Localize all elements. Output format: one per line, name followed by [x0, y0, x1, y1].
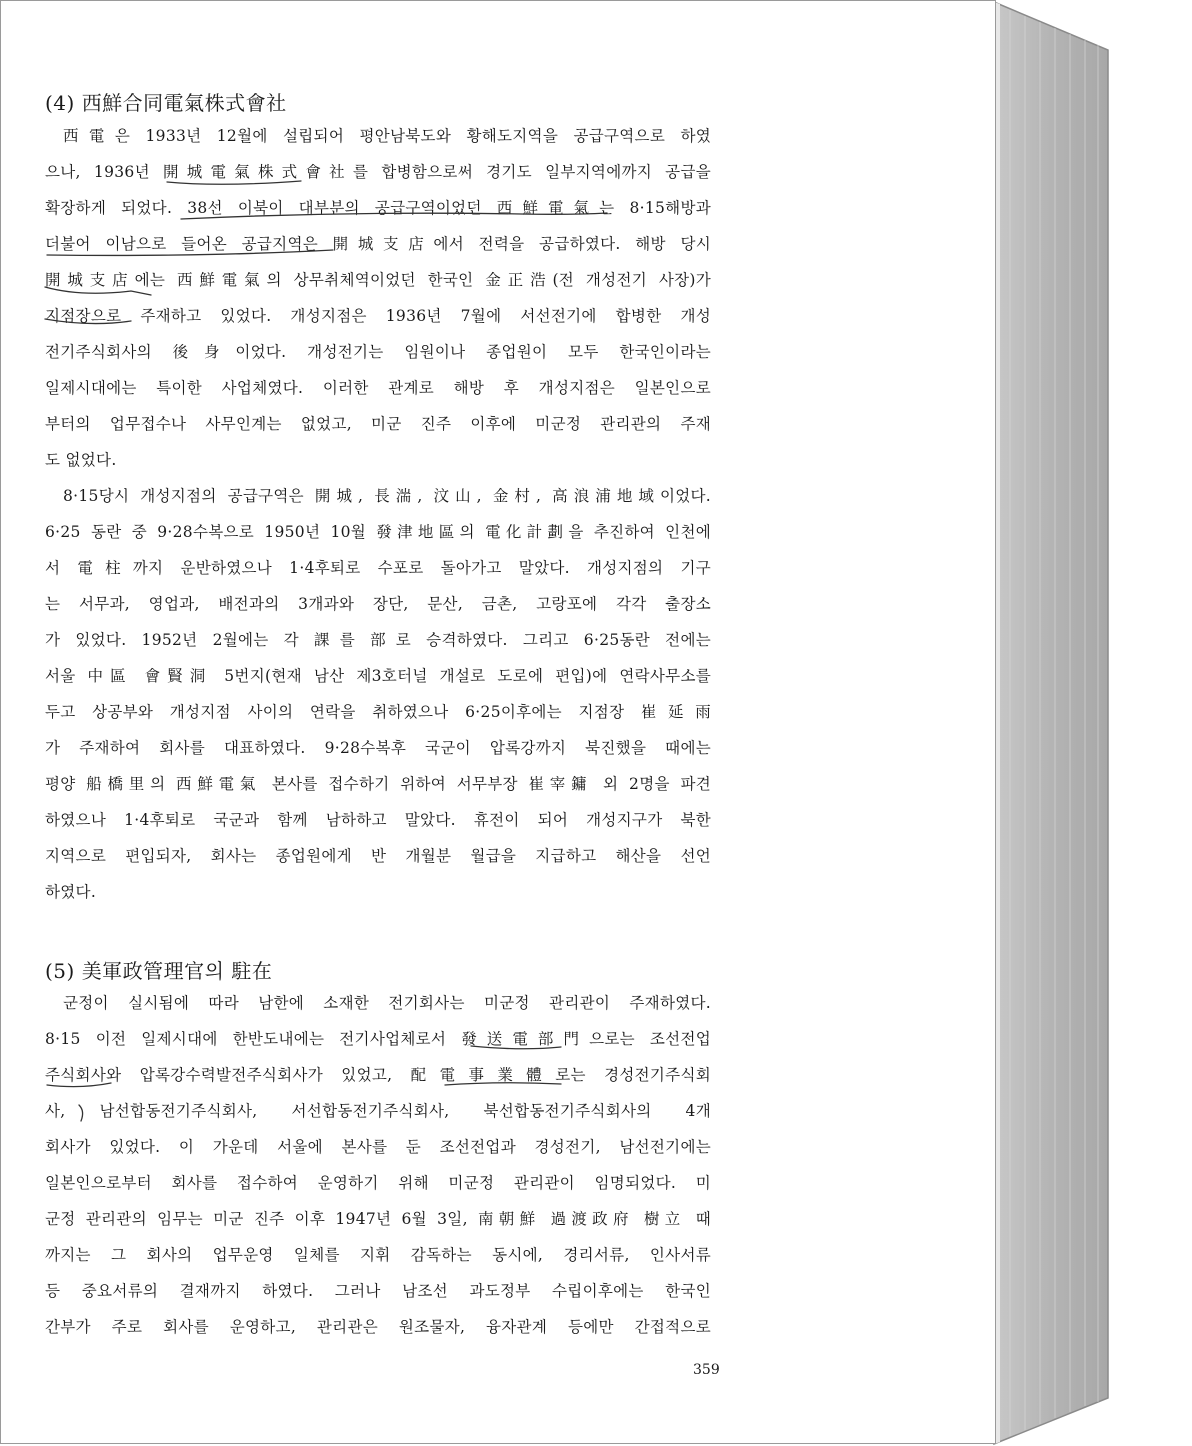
- text-line: 8·15당시 개성지점의 공급구역은 開城, 長湍, 汶山, 金村, 高浪浦地域이었다.: [63, 487, 711, 505]
- text-line: 부터의 업무접수나 사무인계는 없었고, 미군 진주 이후에 미군정 관리관의 주재: [45, 415, 711, 433]
- text-line: 두고 상공부와 개성지점 사이의 연락을 취하였으나 6·25이후에는 지점장 崔延雨: [45, 703, 711, 721]
- text-line: 가 있었다. 1952년 2월에는 각 課를 部로 승격하였다. 그리고 6·25동란 전에는: [45, 631, 711, 649]
- text-line: 으나, 1936년 開城電氣株式會社를 합병함으로써 경기도 일부지역에까지 공급을: [45, 163, 711, 181]
- text-line: 일제시대에는 특이한 사업체였다. 이러한 관계로 해방 후 개성지점은 일본인으로: [45, 379, 711, 397]
- text-line: 서 電柱까지 운반하였으나 1·4후퇴로 수포로 돌아가고 말았다. 개성지점의 기구: [45, 559, 711, 577]
- text-line: 지역으로 편입되자, 회사는 종업원에게 반 개월분 월급을 지급하고 해산을 선언: [45, 847, 711, 865]
- text-line: 8·15 이전 일제시대에 한반도내에는 전기사업체로서 發送電部門으로는 조선전업: [45, 1030, 711, 1048]
- text-line: 주식회사와 압록강수력발전주식회사가 있었고, 配電事業體로는 경성전기주식회: [45, 1066, 711, 1084]
- text-line: 더불어 이남으로 들어온 공급지역은 開城支店에서 전력을 공급하였다. 해방 당시: [45, 235, 711, 253]
- text-line: 서울 中區 會賢洞 5번지(현재 남산 제3호터널 개설로 도로에 편입)에 연락사무소를: [45, 667, 711, 685]
- text-line: 전기주식회사의 後身이었다. 개성전기는 임원이나 종업원이 모두 한국인이라는: [45, 343, 711, 361]
- text-line: 도 없었다.: [45, 451, 117, 469]
- text-line: 가 주재하여 회사를 대표하였다. 9·28수복후 국군이 압록강까지 북진했을 때에는: [45, 739, 711, 757]
- page-number: 359: [693, 1362, 720, 1378]
- text-line: 開城支店에는 西鮮電氣의 상무취체역이었던 한국인 金正浩(전 개성전기 사장)가: [45, 271, 711, 289]
- text-line: 지점장으로 주재하고 있었다. 개성지점은 1936년 7월에 서선전기에 합병한 개성: [45, 307, 711, 325]
- handwritten-underline-marks: [1, 1, 997, 1445]
- text-line: 까지는 그 회사의 업무운영 일체를 지휘 감독하는 동시에, 경리서류, 인사서류: [45, 1246, 711, 1264]
- text-line: 6·25 동란 중 9·28수복으로 1950년 10월 發津地區의 電化計劃을 추진하여 인천에: [45, 523, 711, 541]
- section-5-heading: (5) 美軍政管理官의 駐在: [45, 959, 273, 983]
- text-line: 등 중요서류의 결재까지 하였다. 그러나 남조선 과도정부 수립이후에는 한국인: [45, 1282, 711, 1300]
- text-line: 간부가 주로 회사를 운영하고, 관리관은 원조물자, 융자관계 등에만 간접적으로: [45, 1318, 711, 1336]
- text-line: 하였으나 1·4후퇴로 국군과 함께 남하하고 말았다. 휴전이 되어 개성지구가 북한: [45, 811, 711, 829]
- section-4-heading: (4) 西鮮合同電氣株式會社: [45, 91, 287, 115]
- text-line: 평양 船橋里의 西鮮電氣 본사를 접수하기 위하여 서무부장 崔宰鏞 외 2명을 파견: [45, 775, 711, 793]
- text-line: 일본인으로부터 회사를 접수하여 운영하기 위해 미군정 관리관이 임명되었다. 미: [45, 1174, 711, 1192]
- text-line: 군정이 실시됨에 따라 남한에 소재한 전기회사는 미군정 관리관이 주재하였다.: [63, 994, 711, 1012]
- text-line: 사, 남선합동전기주식회사, 서선합동전기주식회사, 북선합동전기주식회사의 4개: [45, 1102, 711, 1120]
- text-line: 西電은 1933년 12월에 설립되어 평안남북도와 황해도지역을 공급구역으로 하였: [63, 127, 711, 145]
- text-line: 군정 관리관의 임무는 미군 진주 이후 1947년 6월 3일, 南朝鮮 過渡政府 樹立 때: [45, 1210, 711, 1228]
- text-line: 하였다.: [45, 883, 97, 901]
- text-line: 확장하게 되었다. 38선 이북이 대부분의 공급구역이었던 西鮮電氣는 8·15해방과: [45, 199, 711, 217]
- text-line: 는 서무과, 영업과, 배전과의 3개과와 장단, 문산, 금촌, 고랑포에 각각 출장소: [45, 595, 711, 613]
- text-line: 회사가 있었다. 이 가운데 서울에 본사를 둔 조선전업과 경성전기, 남선전기에는: [45, 1138, 711, 1156]
